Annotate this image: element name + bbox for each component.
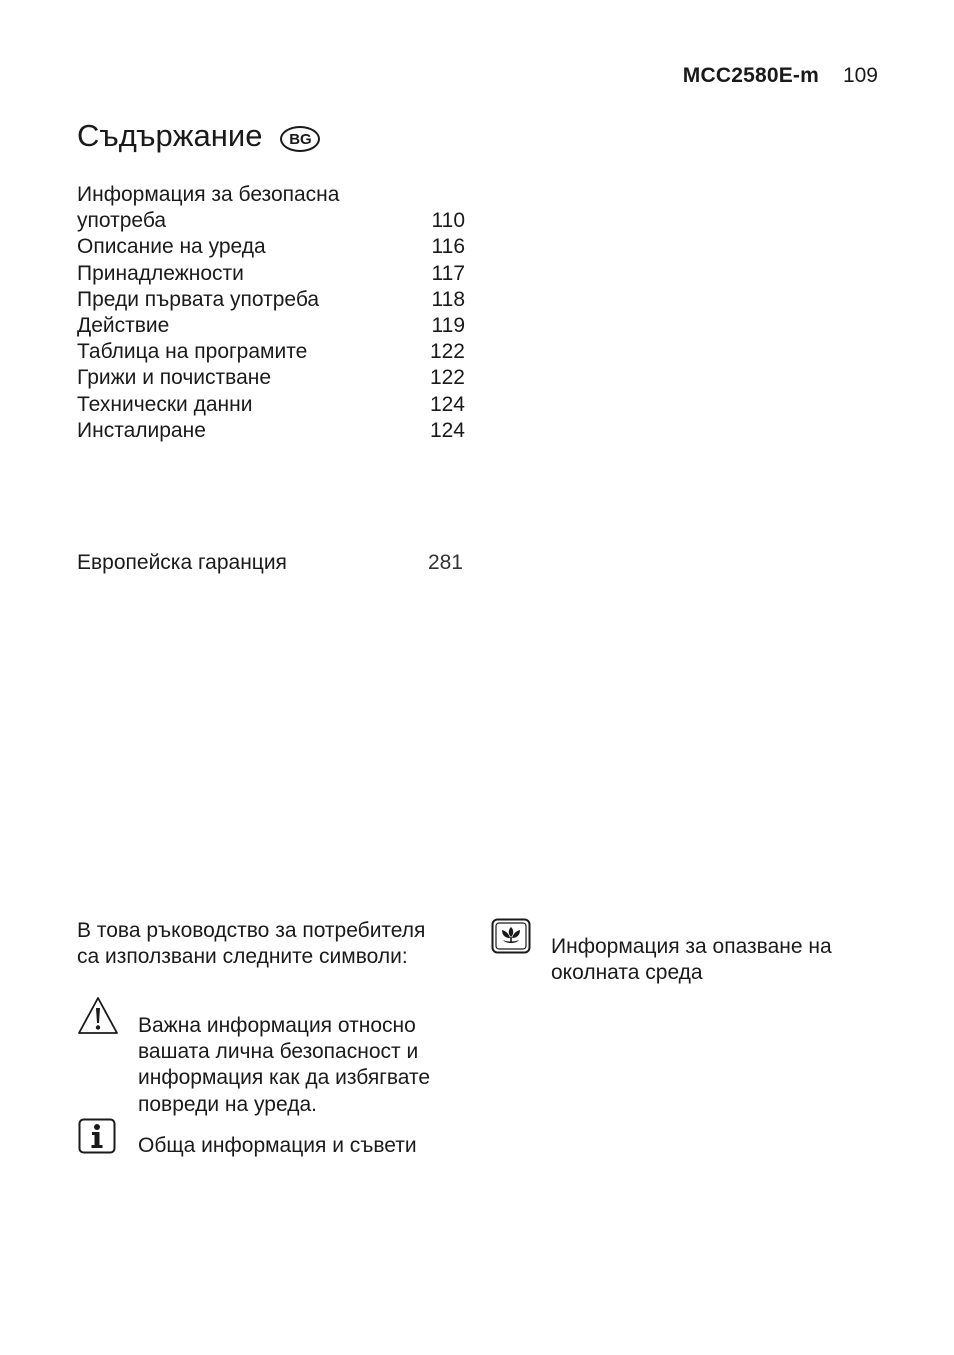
toc-entry-title: Европейска гаранция <box>77 551 287 574</box>
toc-entry[interactable] <box>77 365 465 391</box>
toc-entry-page: 124 <box>429 418 465 442</box>
toc-entry-title: Информация за безопасна <box>77 183 340 206</box>
environment-line: околната среда <box>551 961 703 985</box>
toc-entry-page: 116 <box>431 235 465 259</box>
environment-flower-icon <box>491 918 531 959</box>
toc-entry-title: Грижи и почистване <box>77 366 272 390</box>
toc-entry[interactable] <box>77 287 465 313</box>
header-model: MCC2580E-m <box>682 64 819 87</box>
toc-entry-page: 122 <box>429 366 465 390</box>
symbols-intro-line: В това ръководство за потребителя <box>77 919 426 942</box>
toc-entry[interactable] <box>77 261 465 287</box>
info-description: Обща информация и съвети <box>138 1134 417 1157</box>
environment-description <box>551 934 881 986</box>
environment-line: Информация за опазване на <box>551 935 832 958</box>
warning-line: информация как да избягвате <box>138 1066 431 1090</box>
header-page-number: 109 <box>842 64 878 87</box>
info-icon <box>78 1118 116 1159</box>
toc-entry-title: Технически данни <box>77 392 253 416</box>
toc-entry[interactable] <box>77 418 465 444</box>
toc-entry[interactable] <box>77 234 465 260</box>
toc-entry-page: 119 <box>431 314 465 338</box>
toc-entry-page: 124 <box>429 392 465 416</box>
title-row <box>77 118 320 154</box>
warning-line: вашата лична безопасност и <box>138 1040 419 1064</box>
toc-entry[interactable] <box>77 339 465 365</box>
symbols-intro <box>77 918 477 970</box>
toc-entry-page: 281 <box>427 551 463 574</box>
warning-description <box>138 1013 478 1118</box>
toc-entry-title: Таблица на програмите <box>77 340 308 364</box>
toc-entry-title: Преди първата употреба <box>77 287 320 311</box>
toc-entry-warranty[interactable] <box>77 551 463 575</box>
table-of-contents <box>77 182 465 444</box>
toc-entry-title: Принадлежности <box>77 261 244 285</box>
warning-line: Важна информация относно <box>138 1014 416 1037</box>
toc-entry-title: употреба <box>77 209 167 233</box>
toc-entry[interactable] <box>77 392 465 418</box>
language-badge: BG <box>280 126 320 152</box>
warning-triangle-icon <box>77 996 119 1036</box>
symbols-intro-line: са използвани следните символи: <box>77 945 408 969</box>
toc-entry-page: 110 <box>431 209 465 233</box>
toc-entry-page: 122 <box>429 340 465 364</box>
toc-entry-title: Инсталиране <box>77 418 206 442</box>
toc-entry[interactable] <box>77 182 465 234</box>
toc-entry[interactable] <box>77 313 465 339</box>
toc-entry-page: 117 <box>431 261 465 285</box>
warning-line: повреди на уреда. <box>138 1092 317 1116</box>
toc-entry-title: Действие <box>77 314 170 338</box>
toc-entry-title: Описание на уреда <box>77 235 266 259</box>
toc-entry-page: 118 <box>431 287 465 311</box>
page-title: Съдържание <box>77 118 263 153</box>
